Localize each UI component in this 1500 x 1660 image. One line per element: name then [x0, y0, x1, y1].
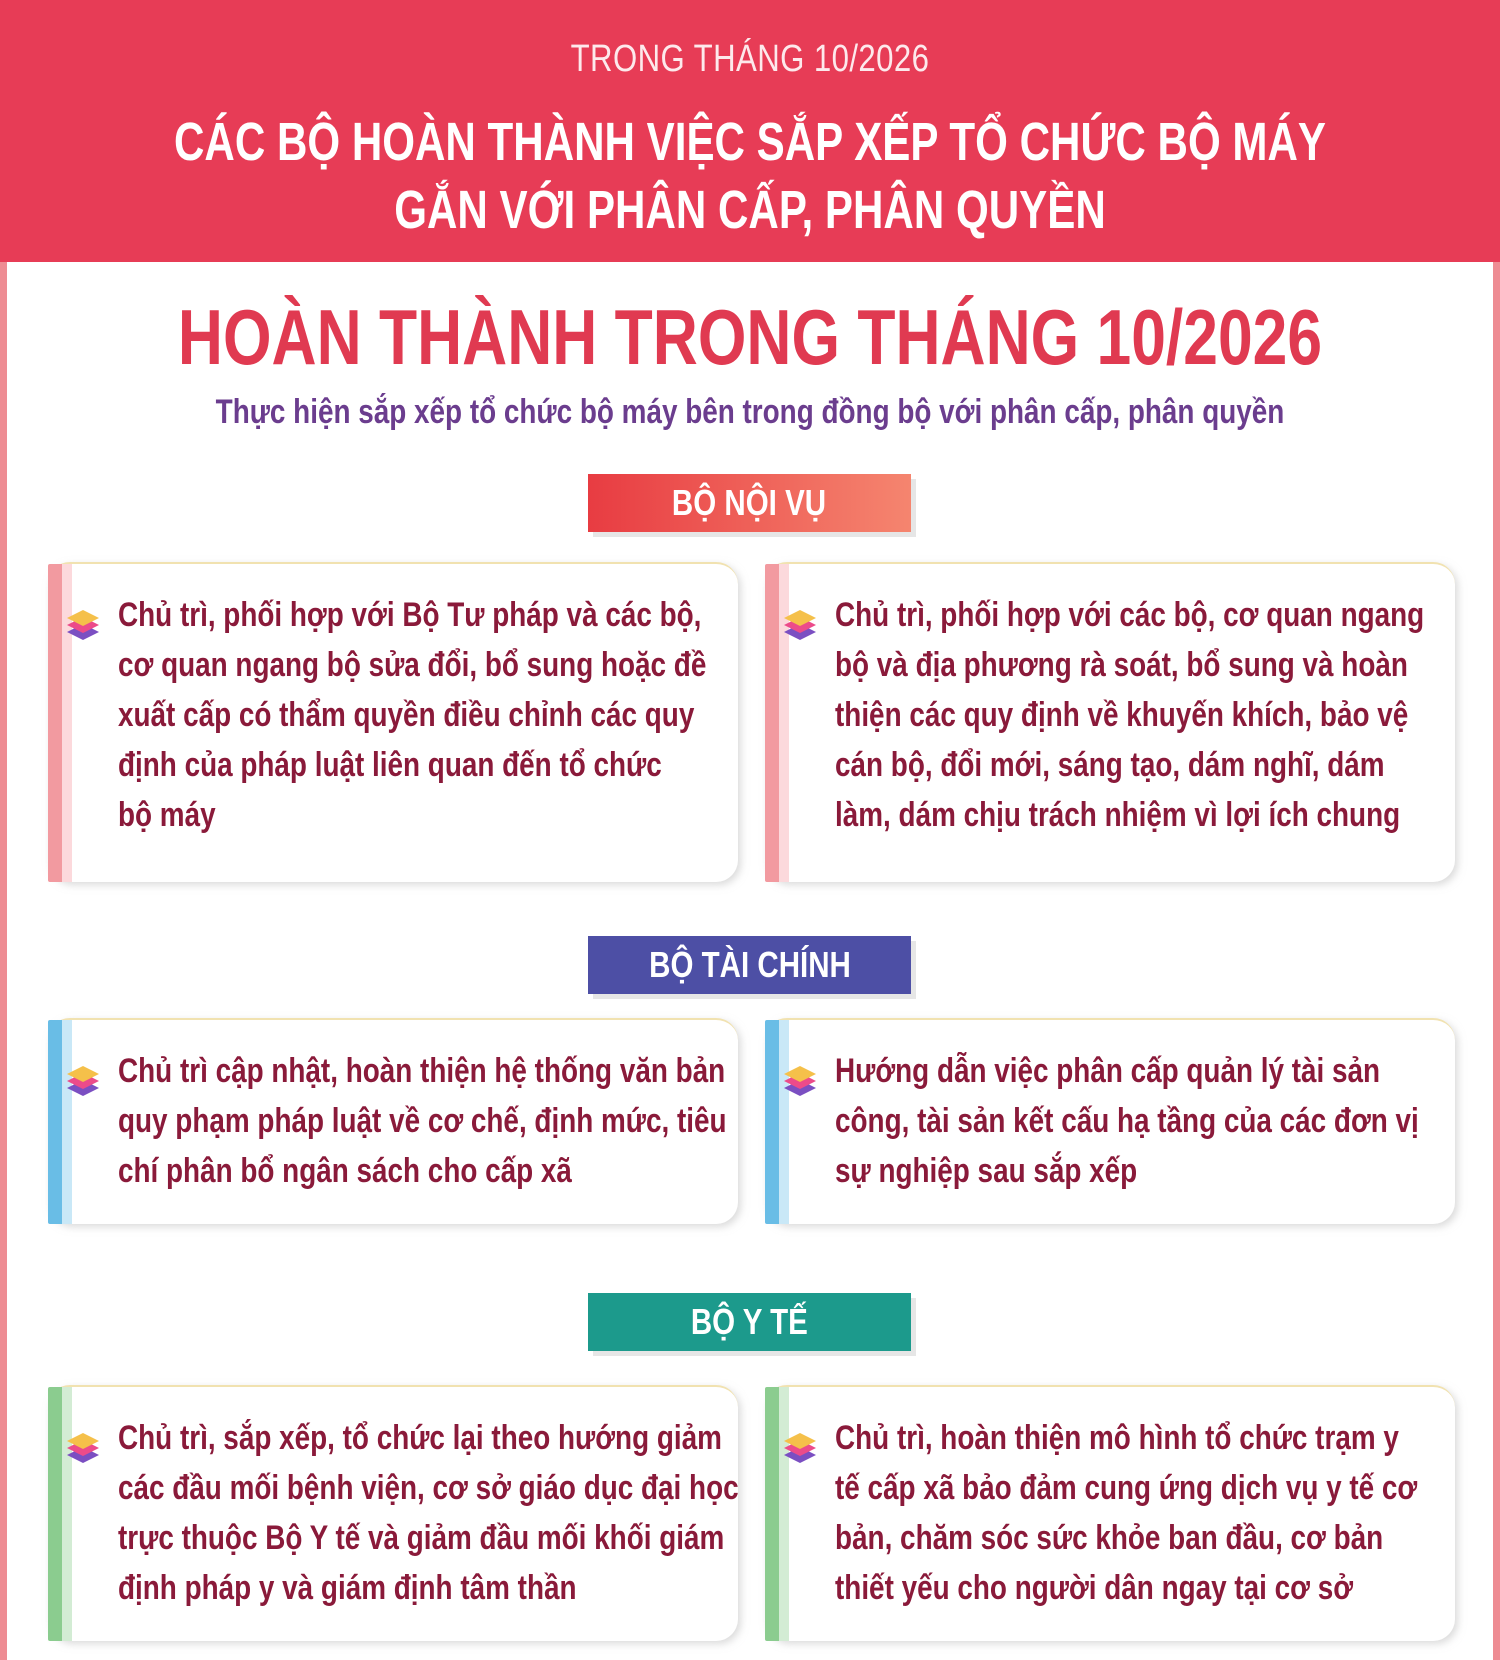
- main-subtitle: Thực hiện sắp xếp tổ chức bộ máy bên trong đồng bộ với phân cấp, phân quyền: [215, 393, 1285, 431]
- task-card: [48, 1018, 738, 1224]
- main-title: HOÀN THÀNH TRONG THÁNG 10/2026: [177, 293, 1323, 381]
- layers-icon: [66, 1427, 100, 1467]
- section-tag-bo-noi-vu: BỘ NỘI VỤ: [588, 474, 911, 532]
- card-accent-bar: [765, 1387, 789, 1641]
- header-kicker: TRONG THÁNG 10/2026: [570, 38, 930, 80]
- task-card: [765, 1385, 1455, 1641]
- card-accent-bar: [48, 1020, 72, 1224]
- task-card: [765, 562, 1455, 882]
- layers-icon: [783, 604, 817, 644]
- card-text: Chủ trì cập nhật, hoàn thiện hệ thống văn bản quy phạm pháp luật về cơ chế, định mức, tiêu chí phân bổ ngân sách cho cấp xã: [118, 1052, 727, 1190]
- card-text: Chủ trì, phối hợp với Bộ Tư pháp và các bộ, cơ quan ngang bộ sửa đổi, bổ sung hoặc đề xuất cấp có thẩm quyền điều chỉnh các quy định của pháp luật liên quan đến tổ chức bộ máy: [118, 596, 707, 834]
- card-accent-bar: [48, 1387, 72, 1641]
- layers-icon: [66, 1060, 100, 1100]
- card-accent-bar: [765, 1020, 789, 1224]
- card-text: Chủ trì, phối hợp với các bộ, cơ quan ngang bộ và địa phương rà soát, bổ sung và hoàn thiện các quy định về khuyến khích, bảo vệ cán bộ, đổi mới, sáng tạo, dám nghĩ, dám làm, dám chịu trách nhiệm vì lợi ích chung: [835, 596, 1425, 834]
- section-tag-bo-y-te: BỘ Y TẾ: [588, 1293, 911, 1351]
- left-border: [0, 262, 7, 1660]
- layers-icon: [783, 1060, 817, 1100]
- layers-icon: [783, 1427, 817, 1467]
- task-card: [765, 1018, 1455, 1224]
- card-text: Chủ trì, hoàn thiện mô hình tổ chức trạm y tế cấp xã bảo đảm cung ứng dịch vụ y tế cơ bản, chăm sóc sức khỏe ban đầu, cơ bản thiết yếu cho người dân ngay tại cơ sở: [835, 1419, 1418, 1607]
- header-title-line: GẮN VỚI PHÂN CẤP, PHÂN QUYỀN: [394, 180, 1106, 240]
- task-card: [48, 1385, 738, 1641]
- task-card: [48, 562, 738, 882]
- section-tag-bo-tai-chinh: BỘ TÀI CHÍNH: [588, 936, 911, 994]
- header-banner: [0, 0, 1500, 262]
- card-text: Hướng dẫn việc phân cấp quản lý tài sản công, tài sản kết cấu hạ tầng của các đơn vị sự nghiệp sau sắp xếp: [835, 1052, 1419, 1190]
- header-title-line: CÁC BỘ HOÀN THÀNH VIỆC SẮP XẾP TỔ CHỨC BỘ MÁY: [173, 112, 1327, 172]
- right-border: [1493, 262, 1500, 1660]
- header-title: [165, 108, 1335, 244]
- layers-icon: [66, 604, 100, 644]
- card-text: Chủ trì, sắp xếp, tổ chức lại theo hướng giảm các đầu mối bệnh viện, cơ sở giáo dục đại học trực thuộc Bộ Y tế và giảm đầu mối khối giám định pháp y và giám định tâm thần: [118, 1419, 739, 1607]
